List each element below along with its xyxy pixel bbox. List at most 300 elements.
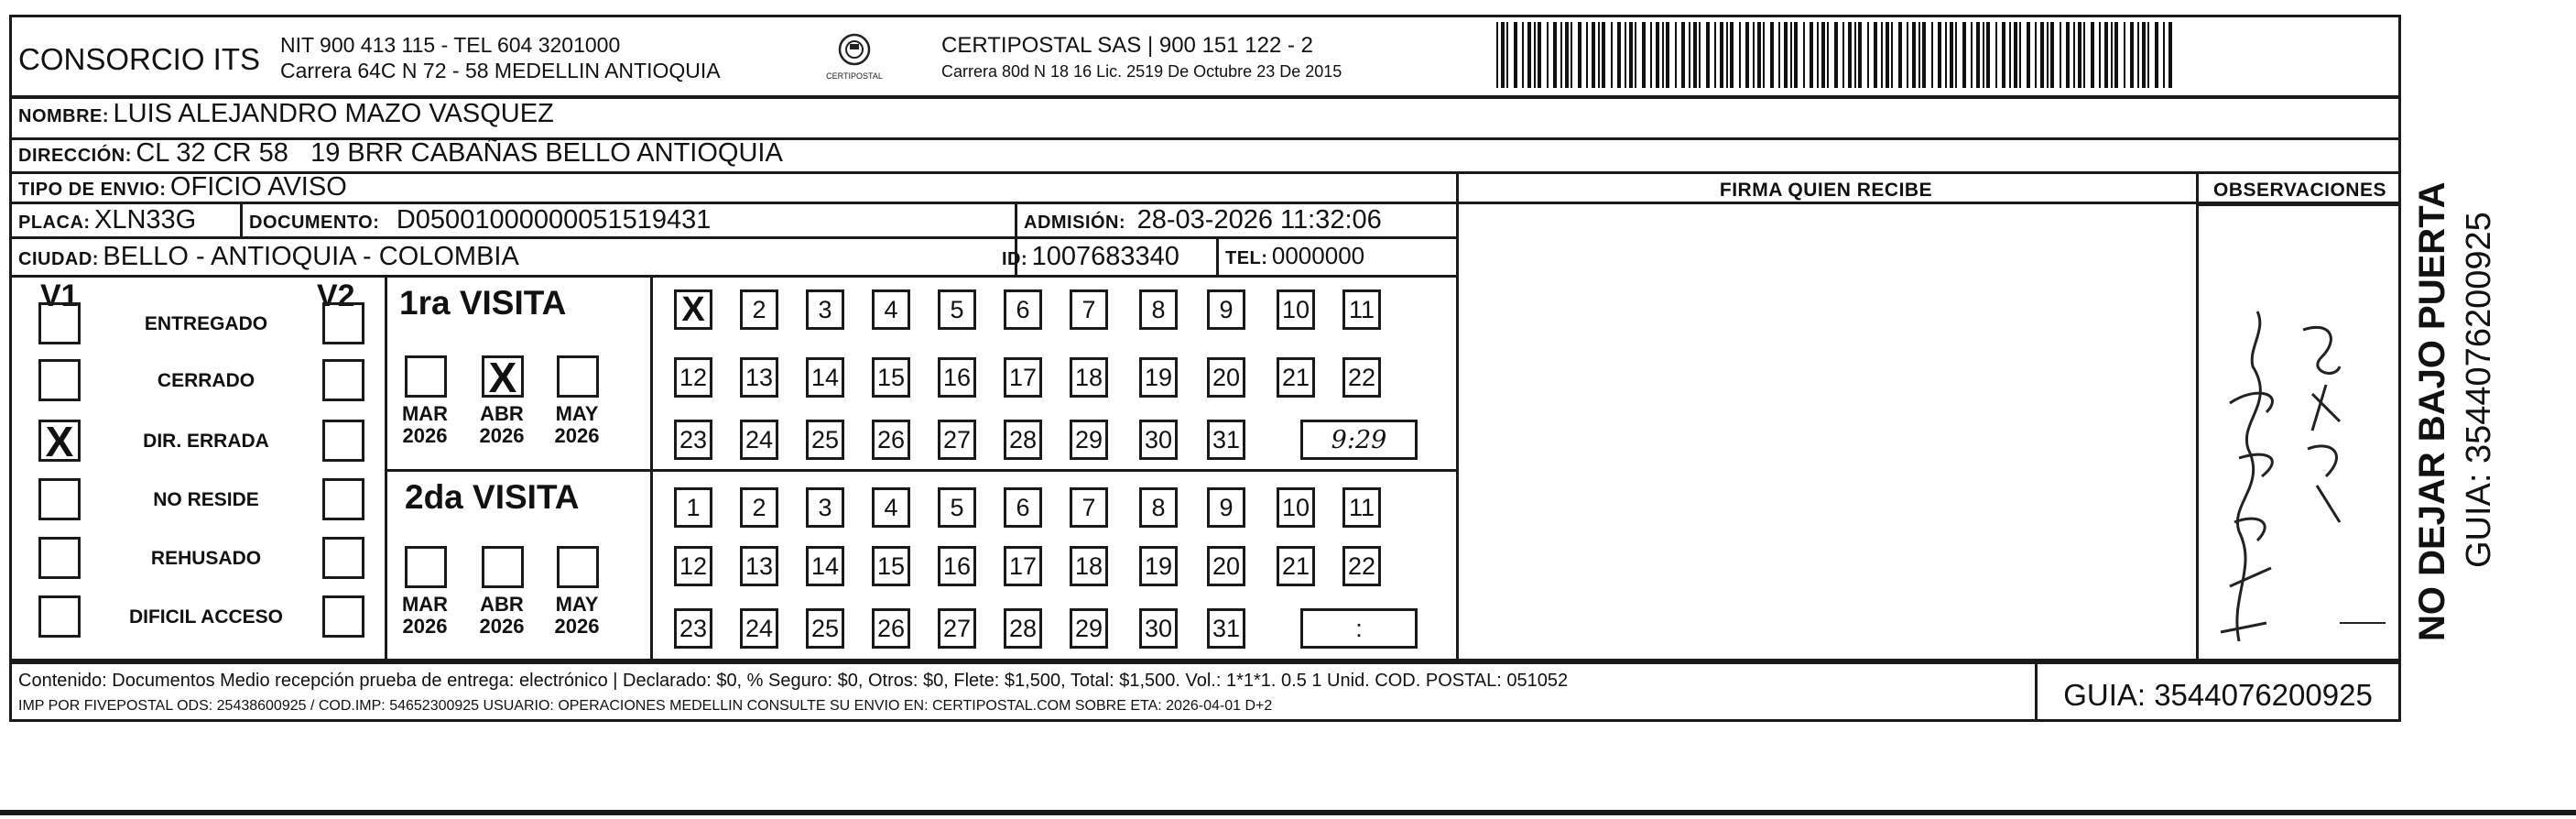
barcode-bar bbox=[1922, 22, 1926, 88]
barcode-bar bbox=[1955, 22, 1957, 88]
barcode-bar bbox=[2073, 22, 2075, 88]
day-box[interactable] bbox=[1207, 608, 1245, 649]
day-box[interactable] bbox=[1139, 608, 1178, 649]
barcode-bar bbox=[2155, 22, 2158, 88]
day-box[interactable] bbox=[674, 357, 712, 398]
v2-checkbox[interactable] bbox=[322, 359, 364, 401]
observation-handwriting-scribble bbox=[2202, 293, 2395, 650]
barcode-bar bbox=[1625, 22, 1626, 88]
barcode-bar bbox=[1693, 22, 1697, 88]
barcode-bar bbox=[1817, 22, 1819, 88]
barcode-bar bbox=[1496, 22, 1498, 88]
barcode-bar bbox=[1848, 22, 1852, 88]
barcode-bar bbox=[1983, 22, 1984, 88]
month-label bbox=[397, 403, 452, 447]
barcode-bar bbox=[2040, 22, 2044, 88]
footer-imp: IMP POR FIVEPOSTAL ODS: 25438600925 / COD.IMP: 54652300925 USUARIO: OPERACIONES MEDELLIN CONSULTE SU ENVIO EN: CERTIPOSTAL.COM SOBRE ETA: 2026-04-01 D+2 bbox=[18, 698, 1273, 714]
barcode-bar bbox=[1534, 22, 1536, 88]
month-year: 2026 bbox=[554, 424, 600, 447]
day-number: 19 bbox=[1144, 551, 1173, 580]
bottom-rule bbox=[0, 810, 2576, 815]
day-box[interactable] bbox=[674, 420, 712, 460]
day-box[interactable] bbox=[1342, 487, 1381, 528]
day-box[interactable] bbox=[1070, 546, 1108, 586]
barcode-bar bbox=[2130, 22, 2134, 88]
day-number: 26 bbox=[876, 614, 906, 642]
barcode-bar bbox=[2050, 22, 2054, 88]
day-box[interactable] bbox=[1070, 420, 1108, 460]
day-number: 30 bbox=[1144, 425, 1173, 453]
barcode-bar bbox=[1506, 22, 1508, 88]
day-box[interactable] bbox=[740, 357, 778, 398]
month-name: ABR bbox=[480, 402, 524, 425]
barcode-bar bbox=[2099, 22, 2101, 88]
day-number: 8 bbox=[1151, 493, 1166, 521]
barcode-bar bbox=[1739, 22, 1741, 88]
month-label bbox=[397, 594, 452, 638]
day-number: 23 bbox=[679, 425, 708, 453]
barcode-bar bbox=[1858, 22, 1862, 88]
day-box[interactable] bbox=[872, 608, 910, 649]
day-number: 6 bbox=[1016, 493, 1030, 521]
barcode-bar bbox=[1986, 22, 1990, 88]
direccion-field bbox=[18, 138, 783, 169]
barcode-bar bbox=[1720, 22, 1723, 88]
second-visit-time-box[interactable] bbox=[1300, 608, 1418, 649]
first-visit-title: 1ra VISITA bbox=[399, 284, 567, 322]
barcode-bar bbox=[2083, 22, 2085, 88]
barcode-bar bbox=[1522, 22, 1524, 88]
day-number: 21 bbox=[1281, 551, 1310, 580]
day-number: 29 bbox=[1074, 425, 1103, 453]
day-number: 7 bbox=[1081, 295, 1096, 323]
barcode-bar bbox=[1821, 22, 1825, 88]
barcode-bar bbox=[1553, 22, 1557, 88]
day-number: 10 bbox=[1281, 493, 1310, 521]
day-number: 11 bbox=[1348, 295, 1375, 323]
id-value: 1007683340 bbox=[1031, 242, 1179, 271]
barcode-bar bbox=[2060, 22, 2061, 88]
day-number: 29 bbox=[1074, 614, 1103, 642]
status-option-label: DIFICIL ACCESO bbox=[128, 606, 283, 628]
ciudad-value: BELLO - ANTIOQUIA - COLOMBIA bbox=[103, 242, 519, 271]
day-box[interactable] bbox=[674, 546, 712, 586]
day-number: 15 bbox=[876, 363, 906, 391]
v1-checkbox[interactable] bbox=[38, 302, 81, 344]
barcode-bar bbox=[1931, 22, 1933, 88]
barcode-bar bbox=[2019, 22, 2021, 88]
barcode-bar bbox=[2147, 22, 2149, 88]
documento-value: D05001000000051519431 bbox=[396, 205, 712, 235]
tipo-envio-field bbox=[18, 172, 347, 202]
day-box[interactable] bbox=[1277, 357, 1315, 398]
day-box[interactable] bbox=[1070, 357, 1108, 398]
barcode-bar bbox=[1611, 22, 1613, 88]
day-number: 27 bbox=[942, 425, 972, 453]
tel-field bbox=[1225, 242, 1364, 270]
barcode-bar bbox=[1976, 22, 1980, 88]
day-box[interactable] bbox=[1004, 487, 1042, 528]
id-field bbox=[1002, 242, 1179, 272]
day-number: 13 bbox=[745, 363, 774, 391]
barcode-bar bbox=[1790, 22, 1792, 88]
v1-checkbox[interactable] bbox=[38, 537, 81, 579]
nombre-value: LUIS ALEJANDRO MAZO VASQUEZ bbox=[113, 99, 554, 128]
day-box[interactable] bbox=[1139, 487, 1178, 528]
barcode-bar bbox=[1962, 22, 1966, 88]
day-number: 22 bbox=[1347, 551, 1376, 580]
nombre-label: NOMBRE: bbox=[18, 106, 110, 126]
time-value: 9:29 bbox=[1331, 425, 1387, 454]
documento-field bbox=[249, 205, 711, 235]
status-option-label: ENTREGADO bbox=[144, 313, 268, 334]
month-name: MAY bbox=[555, 402, 599, 425]
carrier-address: Carrera 80d N 18 16 Lic. 2519 De Octubre 23 De 2015 bbox=[941, 62, 1342, 81]
barcode-bar bbox=[1501, 22, 1505, 88]
barcode-bar bbox=[1770, 22, 1774, 88]
month-label bbox=[474, 403, 529, 447]
day-box[interactable] bbox=[1342, 357, 1381, 398]
barcode-bar bbox=[1538, 22, 1541, 88]
v1-checkbox[interactable] bbox=[38, 418, 81, 465]
day-number: 18 bbox=[1074, 363, 1103, 391]
day-number: 22 bbox=[1347, 363, 1376, 391]
barcode-bar bbox=[1527, 22, 1531, 88]
day-number: 4 bbox=[884, 295, 898, 323]
day-box[interactable] bbox=[1277, 487, 1315, 528]
day-number: 1 bbox=[686, 493, 701, 521]
barcode-bar bbox=[2002, 22, 2005, 88]
day-number: 24 bbox=[745, 425, 774, 453]
admision-field bbox=[1024, 205, 1382, 235]
placa-value: XLN33G bbox=[94, 205, 197, 235]
v2-checkbox[interactable] bbox=[322, 420, 364, 462]
barcode-bar bbox=[1547, 22, 1549, 88]
barcode-bar bbox=[2163, 22, 2165, 88]
barcode-bar bbox=[1898, 22, 1902, 88]
month-label bbox=[549, 403, 604, 447]
day-box[interactable] bbox=[938, 546, 976, 586]
day-box[interactable] bbox=[1070, 289, 1108, 330]
day-box[interactable] bbox=[806, 357, 844, 398]
day-box[interactable] bbox=[872, 289, 910, 330]
month-checkbox[interactable] bbox=[482, 354, 524, 401]
day-number: 19 bbox=[1144, 363, 1173, 391]
ciudad-field bbox=[18, 242, 519, 272]
day-number: 4 bbox=[884, 493, 898, 521]
barcode-bar bbox=[1778, 22, 1780, 88]
tel-value: 0000000 bbox=[1271, 242, 1365, 269]
day-number: 25 bbox=[810, 614, 840, 642]
day-box[interactable] bbox=[872, 420, 910, 460]
barcode-bar bbox=[1586, 22, 1588, 88]
v1-checkbox[interactable] bbox=[38, 595, 81, 638]
month-checkbox[interactable] bbox=[405, 546, 447, 588]
day-box[interactable] bbox=[806, 608, 844, 649]
status-option-label: CERRADO bbox=[157, 370, 255, 391]
day-box[interactable] bbox=[1342, 546, 1381, 586]
day-box[interactable] bbox=[1207, 357, 1245, 398]
day-number: 27 bbox=[942, 614, 972, 642]
barcode-bar bbox=[1681, 22, 1685, 88]
day-box[interactable] bbox=[1207, 487, 1245, 528]
day-number: 13 bbox=[745, 551, 774, 580]
barcode-bar bbox=[1803, 22, 1805, 88]
day-number: 24 bbox=[745, 614, 774, 642]
ciudad-label: CIUDAD: bbox=[18, 249, 99, 269]
day-number: 17 bbox=[1008, 363, 1038, 391]
day-number: 5 bbox=[950, 493, 964, 521]
barcode-bar bbox=[2124, 22, 2125, 88]
barcode-bar bbox=[2142, 22, 2146, 88]
day-box[interactable] bbox=[938, 289, 976, 330]
day-box[interactable] bbox=[1004, 357, 1042, 398]
barcode-bar bbox=[1763, 22, 1765, 88]
month-year: 2026 bbox=[554, 615, 600, 638]
day-box[interactable] bbox=[674, 608, 712, 649]
day-box[interactable] bbox=[872, 546, 910, 586]
day-box[interactable] bbox=[1004, 420, 1042, 460]
month-name: MAR bbox=[401, 402, 449, 425]
day-number: 20 bbox=[1212, 551, 1241, 580]
barcode-bar bbox=[1602, 22, 1605, 88]
day-box[interactable] bbox=[740, 546, 778, 586]
v1-checkbox[interactable] bbox=[38, 478, 81, 520]
barcode-bar bbox=[1891, 22, 1893, 88]
observaciones-label: OBSERVACIONES bbox=[2213, 180, 2386, 201]
day-number: 6 bbox=[1016, 295, 1030, 323]
barcode-bar bbox=[1881, 22, 1883, 88]
day-box[interactable] bbox=[1070, 487, 1108, 528]
day-number: 2 bbox=[752, 295, 766, 323]
barcode-bar bbox=[2091, 22, 2094, 88]
placa-label: PLACA: bbox=[18, 213, 91, 233]
day-box[interactable] bbox=[872, 357, 910, 398]
placa-field bbox=[18, 205, 196, 235]
day-number: 10 bbox=[1281, 295, 1310, 323]
barcode-bar bbox=[1757, 22, 1761, 88]
barcode-bar bbox=[2114, 22, 2118, 88]
barcode-bar bbox=[1753, 22, 1755, 88]
day-box[interactable] bbox=[1277, 546, 1315, 586]
day-number: 17 bbox=[1008, 551, 1038, 580]
month-year: 2026 bbox=[402, 424, 448, 447]
v2-label: V2 bbox=[317, 278, 355, 313]
day-number: 31 bbox=[1212, 425, 1241, 453]
barcode-bar bbox=[1560, 22, 1562, 88]
barcode-bar bbox=[2009, 22, 2011, 88]
month-label bbox=[474, 594, 529, 638]
status-option-label: REHUSADO bbox=[150, 548, 262, 569]
day-box[interactable] bbox=[938, 357, 976, 398]
observaciones-divider bbox=[2196, 171, 2199, 661]
day-number: 16 bbox=[942, 363, 972, 391]
day-box[interactable] bbox=[1004, 289, 1042, 330]
day-number: 21 bbox=[1281, 363, 1310, 391]
barcode-bar bbox=[1810, 22, 1813, 88]
day-number: 23 bbox=[679, 614, 708, 642]
second-visit-title: 2da VISITA bbox=[405, 478, 580, 516]
barcode-bar bbox=[1565, 22, 1569, 88]
barcode-bar bbox=[1971, 22, 1973, 88]
barcode-bar bbox=[1514, 22, 1517, 88]
day-number: 20 bbox=[1212, 363, 1241, 391]
barcode-bar bbox=[1666, 22, 1669, 88]
certipostal-logo-icon bbox=[813, 29, 896, 84]
day-box[interactable] bbox=[938, 608, 976, 649]
first-visit-time-box[interactable] bbox=[1300, 420, 1418, 460]
day-box[interactable] bbox=[674, 487, 712, 528]
day-number: 12 bbox=[679, 551, 708, 580]
day-number: 26 bbox=[876, 425, 906, 453]
day-box[interactable] bbox=[938, 487, 976, 528]
observation-handwriting-text bbox=[2202, 632, 2208, 633]
barcode-bar bbox=[1874, 22, 1877, 88]
day-box[interactable] bbox=[740, 608, 778, 649]
day-box[interactable] bbox=[1004, 546, 1042, 586]
day-number: 11 bbox=[1348, 493, 1375, 521]
day-box[interactable] bbox=[1342, 289, 1381, 330]
v1-check-mark: X bbox=[45, 418, 74, 465]
status-option-label: DIR. ERRADA bbox=[143, 431, 269, 452]
day-number: 14 bbox=[810, 551, 840, 580]
barcode-bar bbox=[1730, 22, 1734, 88]
barcode-bar bbox=[1854, 22, 1856, 88]
day-box[interactable] bbox=[740, 420, 778, 460]
day-box[interactable] bbox=[1139, 289, 1178, 330]
carrier-name: CERTIPOSTAL SAS | 900 151 122 - 2 bbox=[941, 33, 1313, 58]
barcode-bar bbox=[2014, 22, 2017, 88]
day-number: 18 bbox=[1074, 551, 1103, 580]
documento-label: DOCUMENTO: bbox=[249, 213, 380, 233]
v1-checkbox[interactable] bbox=[38, 359, 81, 401]
footer-guia: GUIA: 3544076200925 bbox=[2063, 678, 2373, 712]
v2-checkbox[interactable] bbox=[322, 478, 364, 520]
month-name: ABR bbox=[480, 593, 524, 616]
tipo-envio-label: TIPO DE ENVIO: bbox=[18, 180, 167, 200]
month-year: 2026 bbox=[479, 615, 525, 638]
day-box[interactable] bbox=[806, 487, 844, 528]
v2-checkbox[interactable] bbox=[322, 537, 364, 579]
barcode-bar bbox=[1995, 22, 1997, 88]
month-checkbox[interactable] bbox=[557, 355, 599, 398]
day-box[interactable] bbox=[872, 487, 910, 528]
barcode-bar bbox=[1689, 22, 1690, 88]
day-number: 9 bbox=[1219, 295, 1234, 323]
month-checkbox[interactable] bbox=[557, 546, 599, 588]
barcode-bar bbox=[2168, 22, 2172, 88]
day-box[interactable] bbox=[1139, 546, 1178, 586]
v2-checkbox[interactable] bbox=[322, 302, 364, 344]
direccion-value: CL 32 CR 58 19 BRR CABAÑAS BELLO ANTIOQUIA bbox=[136, 138, 783, 168]
day-box[interactable] bbox=[1070, 608, 1108, 649]
barcode-bar bbox=[1918, 22, 1920, 88]
barcode-bar bbox=[1938, 22, 1941, 88]
day-box[interactable] bbox=[1207, 420, 1245, 460]
day-box[interactable] bbox=[1004, 608, 1042, 649]
day-number: 14 bbox=[810, 363, 840, 391]
day-number: 7 bbox=[1081, 493, 1096, 521]
admision-value: 28-03-2026 11:32:06 bbox=[1136, 205, 1382, 235]
day-number: 8 bbox=[1151, 295, 1166, 323]
barcode-bar bbox=[1726, 22, 1728, 88]
month-year: 2026 bbox=[479, 424, 525, 447]
month-label bbox=[549, 594, 604, 638]
day-box[interactable] bbox=[806, 546, 844, 586]
no-dejar-bajo-puerta: NO DEJAR BAJO PUERTA bbox=[2412, 181, 2452, 641]
guia-vertical: GUIA: 3544076200925 bbox=[2460, 212, 2498, 568]
barcode-bar bbox=[1827, 22, 1829, 88]
barcode-bar bbox=[1784, 22, 1788, 88]
day-number: 16 bbox=[942, 551, 972, 580]
barcode-bar bbox=[1662, 22, 1664, 88]
day-box[interactable] bbox=[806, 289, 844, 330]
day-number: 28 bbox=[1008, 425, 1038, 453]
company-name: CONSORCIO ITS bbox=[18, 42, 261, 76]
day-box[interactable] bbox=[674, 289, 712, 330]
day-box[interactable] bbox=[740, 289, 778, 330]
barcode-bar bbox=[1706, 22, 1710, 88]
day-box[interactable] bbox=[740, 487, 778, 528]
month-year: 2026 bbox=[402, 615, 448, 638]
month-checkbox[interactable] bbox=[482, 546, 524, 588]
barcode-bar bbox=[1945, 22, 1947, 88]
day-box[interactable] bbox=[1207, 546, 1245, 586]
day-box[interactable] bbox=[806, 420, 844, 460]
month-checkbox[interactable] bbox=[405, 355, 447, 398]
v1-label: V1 bbox=[40, 278, 79, 313]
direccion-label: DIRECCIÓN: bbox=[18, 146, 132, 166]
firma-quien-recibe-label: FIRMA QUIEN RECIBE bbox=[1719, 180, 1933, 201]
day-number: 12 bbox=[679, 363, 708, 391]
day-box[interactable] bbox=[1139, 420, 1178, 460]
barcode-bar bbox=[1886, 22, 1889, 88]
barcode-bar bbox=[1912, 22, 1916, 88]
barcode-bar bbox=[2078, 22, 2081, 88]
id-label: ID: bbox=[1002, 249, 1028, 269]
day-number: 3 bbox=[818, 295, 832, 323]
day-check-mark: X bbox=[681, 289, 705, 329]
time-value: : bbox=[1355, 614, 1363, 642]
status-option-label: NO RESIDE bbox=[153, 489, 259, 510]
day-number: 2 bbox=[752, 493, 766, 521]
barcode-bar bbox=[1745, 22, 1749, 88]
tel-label: TEL: bbox=[1225, 248, 1268, 268]
month-name: MAR bbox=[401, 593, 449, 616]
barcode-bar bbox=[1834, 22, 1838, 88]
barcode-bar bbox=[1675, 22, 1677, 88]
month-name: MAY bbox=[555, 593, 599, 616]
barcode-bar bbox=[1867, 22, 1869, 88]
day-box[interactable] bbox=[1139, 357, 1178, 398]
company-address: Carrera 64C N 72 - 58 MEDELLIN ANTIOQUIA bbox=[280, 59, 721, 82]
barcode-bar bbox=[2066, 22, 2070, 88]
logo-text: CERTIPOSTAL bbox=[826, 71, 883, 81]
barcode-bar bbox=[1592, 22, 1595, 88]
barcode-bar bbox=[1571, 22, 1572, 88]
day-box[interactable] bbox=[938, 420, 976, 460]
day-number: 31 bbox=[1212, 614, 1241, 642]
barcode-bar bbox=[2111, 22, 2113, 88]
v2-checkbox[interactable] bbox=[322, 595, 364, 638]
day-number: 15 bbox=[876, 551, 906, 580]
day-box[interactable] bbox=[1207, 289, 1245, 330]
nombre-field bbox=[18, 99, 554, 129]
side-vertical-text bbox=[2412, 119, 2531, 641]
day-number: 5 bbox=[950, 295, 964, 323]
day-box[interactable] bbox=[1277, 289, 1315, 330]
barcode-bar bbox=[1598, 22, 1600, 88]
